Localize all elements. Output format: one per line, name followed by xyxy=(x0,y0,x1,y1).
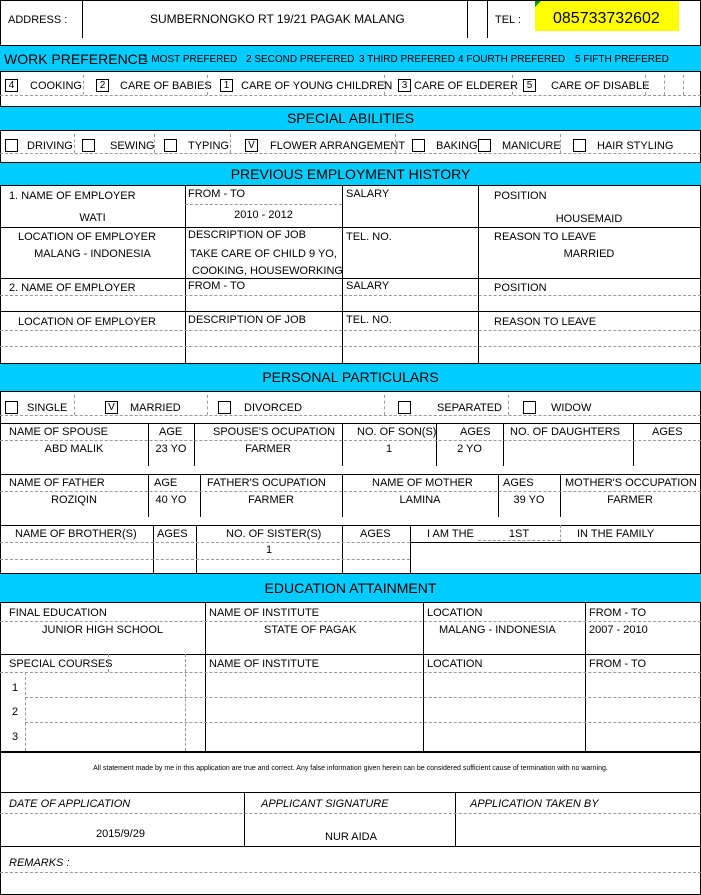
final-education-value[interactable]: JUNIOR HIGH SCHOOL xyxy=(42,624,164,636)
cell-comment-marker xyxy=(535,1,541,7)
employer-2-location-label: LOCATION OF EMPLOYER xyxy=(18,316,156,328)
signature-label: APPLICANT SIGNATURE xyxy=(261,798,389,810)
pref-rank-elderer[interactable]: 3 xyxy=(398,79,411,92)
edu-location-value[interactable]: MALANG - INDONESIA xyxy=(439,624,556,636)
legend-5: 5 FIFTH PREFERED xyxy=(575,54,669,65)
signature-value[interactable]: NUR AIDA xyxy=(325,831,377,843)
employer-1-from-to[interactable]: 2010 - 2012 xyxy=(234,209,293,221)
sons-label: NO. OF SON(S) xyxy=(357,426,437,438)
address-value[interactable]: SUMBERNONGKO RT 19/21 PAGAK MALANG xyxy=(150,12,405,26)
brothers-label: NAME OF BROTHER(S) xyxy=(15,528,137,540)
pref-label-disable: CARE OF DISABLE xyxy=(551,80,650,92)
status-check-married[interactable]: V xyxy=(105,401,118,414)
daughters-label: NO. OF DAUGHTERS xyxy=(510,426,621,438)
employer-1-location-label: LOCATION OF EMPLOYER xyxy=(18,231,156,243)
sisters-count[interactable]: 1 xyxy=(265,544,273,556)
employer-1-name-label: 1. NAME OF EMPLOYER xyxy=(9,190,136,202)
sons-ages[interactable]: 2 YO xyxy=(457,443,482,455)
ability-check-sewing[interactable] xyxy=(82,139,95,152)
status-label-widow: WIDOW xyxy=(551,402,592,414)
status-check-separated[interactable] xyxy=(398,401,411,414)
brothers-ages-label: AGES xyxy=(157,528,188,540)
employer-1-location[interactable]: MALANG - INDONESIA xyxy=(34,248,151,260)
employer-2-position-label: POSITION xyxy=(494,282,547,294)
ability-check-flower[interactable]: V xyxy=(245,139,258,152)
employer-1-description-2[interactable]: COOKING, HOUSEWORKING xyxy=(192,265,343,277)
course-institute-label: NAME OF INSTITUTE xyxy=(209,658,319,670)
employer-2-reason-label: REASON TO LEAVE xyxy=(494,316,597,328)
family-label: IN THE FAMILY xyxy=(577,528,655,540)
sons-count[interactable]: 1 xyxy=(385,443,393,455)
status-label-divorced: DIVORCED xyxy=(244,402,303,414)
sisters-label: NO. OF SISTER(S) xyxy=(226,528,322,540)
employer-2-tel-label: TEL. NO. xyxy=(346,314,392,326)
spouse-name[interactable]: ABD MALIK xyxy=(44,443,104,455)
status-check-divorced[interactable] xyxy=(218,401,231,414)
legend-1: 1 MOST PREFERED xyxy=(143,54,238,65)
institute-label: NAME OF INSTITUTE xyxy=(209,607,319,619)
spouse-age[interactable]: 23 YO xyxy=(155,443,187,455)
mother-occupation[interactable]: FARMER xyxy=(607,494,653,506)
pref-label-babies: CARE OF BABIES xyxy=(120,80,212,92)
spouse-name-label: NAME OF SPOUSE xyxy=(9,426,109,438)
ability-label-manicure: MANICURE xyxy=(502,140,561,152)
course-from-to-label: FROM - TO xyxy=(589,658,647,670)
status-label-married: MARRIED xyxy=(130,402,181,414)
daughters-ages-label: AGES xyxy=(652,426,683,438)
mother-age[interactable]: 39 YO xyxy=(513,494,545,506)
status-label-single: SINGLE xyxy=(27,402,68,414)
employer-1-reason[interactable]: MARRIED xyxy=(563,248,615,260)
status-check-single[interactable] xyxy=(5,401,18,414)
edu-from-to-label: FROM - TO xyxy=(589,607,647,619)
employer-1-reason-label: REASON TO LEAVE xyxy=(494,231,597,243)
employer-2-description-label: DESCRIPTION OF JOB xyxy=(188,314,306,326)
father-name-label: NAME OF FATHER xyxy=(9,477,105,489)
ability-label-baking: BAKING xyxy=(436,140,478,152)
address-label: ADDRESS : xyxy=(8,14,68,26)
father-age[interactable]: 40 YO xyxy=(155,494,187,506)
employer-1-tel-label: TEL. NO. xyxy=(346,231,392,243)
tel-value: 085733732602 xyxy=(553,10,660,27)
father-occupation[interactable]: FARMER xyxy=(248,494,294,506)
course-number-1: 1 xyxy=(12,682,19,694)
ability-check-typing[interactable] xyxy=(164,139,177,152)
employment-title: PREVIOUS EMPLOYMENT HISTORY xyxy=(230,166,471,182)
employer-2-name-label: 2. NAME OF EMPLOYER xyxy=(9,282,136,294)
course-number-3: 3 xyxy=(12,731,19,743)
special-abilities-title: SPECIAL ABILITIES xyxy=(286,110,415,126)
mother-name[interactable]: LAMINA xyxy=(399,494,441,506)
work-preference-title: WORK PREFERENCE xyxy=(4,51,148,67)
employer-1-salary-label: SALARY xyxy=(346,188,390,200)
birth-order[interactable]: 1ST xyxy=(508,528,530,540)
pref-label-cooking: COOKING xyxy=(30,80,82,92)
employer-1-position[interactable]: HOUSEMAID xyxy=(555,213,623,225)
mother-age-label: AGES xyxy=(503,477,534,489)
sisters-ages-label: AGES xyxy=(360,528,391,540)
father-name[interactable]: ROZIQIN xyxy=(51,494,97,506)
date-label: DATE OF APPLICATION xyxy=(9,798,131,810)
legend-3: 3 THIRD PREFERED xyxy=(359,54,455,65)
employer-2-from-to-label: FROM - TO xyxy=(188,280,246,292)
institute-value[interactable]: STATE OF PAGAK xyxy=(264,624,357,636)
courses-label: SPECIAL COURSES xyxy=(9,658,113,670)
pref-label-young-children: CARE OF YOUNG CHILDREN xyxy=(241,80,393,92)
status-label-separated: SEPARATED xyxy=(437,402,502,414)
employer-1-position-label: POSITION xyxy=(494,190,547,202)
education-title: EDUCATION ATTAINMENT xyxy=(264,580,437,596)
ability-check-hair[interactable] xyxy=(573,139,586,152)
father-age-label: AGE xyxy=(154,477,178,489)
ability-label-typing: TYPING xyxy=(188,140,229,152)
ability-label-flower: FLOWER ARRANGEMENT xyxy=(270,140,406,152)
mother-name-label: NAME OF MOTHER xyxy=(372,477,473,489)
sons-ages-label: AGES xyxy=(460,426,491,438)
personal-title: PERSONAL PARTICULARS xyxy=(262,369,439,385)
status-check-widow[interactable] xyxy=(523,401,536,414)
legend-2: 2 SECOND PREFERED xyxy=(246,54,355,65)
employer-1-description-1[interactable]: TAKE CARE OF CHILD 9 YO, xyxy=(190,248,337,260)
spouse-occupation[interactable]: FARMER xyxy=(245,443,291,455)
taken-by-label: APPLICATION TAKEN BY xyxy=(470,798,599,810)
employer-1-name[interactable]: WATI xyxy=(79,212,106,224)
course-number-2: 2 xyxy=(12,706,19,718)
ability-label-driving: DRIVING xyxy=(27,140,73,152)
final-education-label: FINAL EDUCATION xyxy=(9,607,107,619)
date-value[interactable]: 2015/9/29 xyxy=(96,828,145,840)
tel-label: TEL : xyxy=(495,14,521,26)
pref-rank-cooking[interactable]: 4 xyxy=(5,79,18,92)
father-occupation-label: FATHER'S OCUPATION xyxy=(207,477,326,489)
pref-rank-disable[interactable]: 5 xyxy=(523,79,536,92)
ability-label-hair: HAIR STYLING xyxy=(597,140,674,152)
ability-check-manicure[interactable] xyxy=(478,139,491,152)
spouse-age-label: AGE xyxy=(159,426,183,438)
iam-label: I AM THE xyxy=(427,528,474,540)
employer-1-description-label: DESCRIPTION OF JOB xyxy=(188,229,306,241)
employer-1-from-to-label: FROM - TO xyxy=(188,188,246,200)
edu-location-label: LOCATION xyxy=(427,607,483,619)
ability-check-driving[interactable] xyxy=(5,139,18,152)
pref-rank-young-children[interactable]: 1 xyxy=(220,79,233,92)
pref-label-elderer: CARE OF ELDERER xyxy=(414,80,518,92)
edu-from-to-value[interactable]: 2007 - 2010 xyxy=(589,624,648,636)
ability-label-sewing: SEWING xyxy=(110,140,155,152)
mother-occupation-label: MOTHER'S OCCUPATION xyxy=(565,477,697,489)
remarks-label: REMARKS : xyxy=(9,857,70,869)
employer-2-salary-label: SALARY xyxy=(346,280,390,292)
ability-check-baking[interactable] xyxy=(412,139,425,152)
spouse-occupation-label: SPOUSE'S OCUPATION xyxy=(213,426,336,438)
pref-rank-babies[interactable]: 2 xyxy=(96,79,109,92)
course-location-label: LOCATION xyxy=(427,658,483,670)
legend-4: 4 FOURTH PREFERED xyxy=(458,54,566,65)
declaration-statement: All statement made by me in this application are true and correct. Any false information given herein can be considered sufficient cause of termination with no warning. xyxy=(93,765,608,772)
tel-value-cell[interactable] xyxy=(535,1,679,31)
